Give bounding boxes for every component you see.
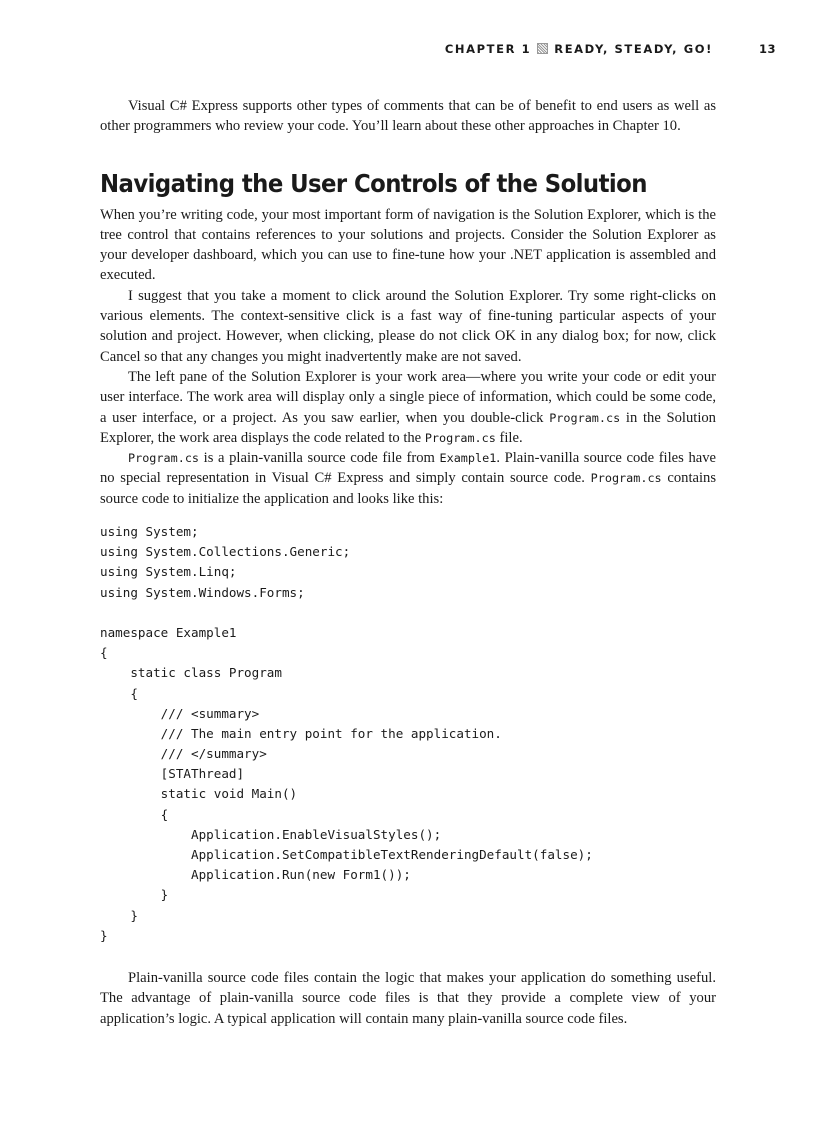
- code-line: {: [100, 685, 138, 701]
- text-fragment: in the Solution Explorer, the work area displays the code related to the: [100, 409, 716, 446]
- closing-paragraph: Plain-vanilla source code files contain the logic that makes your application do something useful. The advantage of plain-vanilla source code files is that they provide a complete view of your application’s logic. A typical application will contain many plain-vanilla source code files.: [100, 969, 716, 1027]
- code-line: using System;: [100, 524, 199, 540]
- code-line: using System.Collections.Generic;: [100, 544, 351, 560]
- code-line: {: [100, 645, 108, 661]
- code-line: [100, 603, 716, 623]
- code-line: Application.SetCompatibleTextRenderingDefault(false);: [100, 847, 593, 863]
- text-fragment: is a plain-vanilla source code file from: [203, 450, 435, 467]
- code-line: using System.Windows.Forms;: [100, 584, 305, 600]
- paragraph-work-area: [100, 367, 716, 448]
- paragraph-right-clicks: I suggest that you take a moment to click around the Solution Explorer. Try some right-clicks on various elements. The context-sensitive click is a fast way of fine-tuning particular aspects of your solution and project. However, when clicking, please do not click OK in any dialog box; for now, click Cancel so that any changes you might inadvertently make are not saved.: [100, 287, 716, 365]
- code-line: Application.Run(new Form1());: [100, 867, 411, 883]
- code-line: Application.EnableVisualStyles();: [100, 826, 442, 842]
- paragraph-plain-vanilla: [100, 448, 716, 509]
- chapter-title: READY, STEADY, GO!: [554, 42, 713, 56]
- running-header: [100, 40, 776, 60]
- text-fragment: file.: [499, 429, 523, 446]
- page-number: 13: [758, 42, 776, 56]
- section-heading: Navigating the User Controls of the Solution: [100, 168, 647, 198]
- code-line: static void Main(): [100, 786, 298, 802]
- code-line: /// <summary>: [100, 705, 260, 721]
- code-line: [STAThread]: [100, 766, 245, 782]
- text-fragment: . Plain-vanilla source code files have no special representation in Visual C# Express and simply contain source code.: [100, 450, 716, 487]
- text-fragment: contains source code to initialize the application and looks like this:: [100, 470, 717, 507]
- page-body: [100, 96, 716, 1029]
- inline-code: Program.cs: [549, 410, 621, 425]
- separator-square-icon: [537, 43, 548, 54]
- running-title: [445, 42, 713, 56]
- text-fragment: The left pane of the Solution Explorer is your work area—where you write your code or edit your user interface. The work area will display only a single piece of information, which could be some code, a user interface, or a project. As you saw earlier, when you double-click: [100, 368, 716, 426]
- paragraph-solution-explorer: When you’re writing code, your most important form of navigation is the Solution Explorer, which is the tree control that contains references to your solutions and projects. Consider the Solution Explorer as your developer dashboard, which you can use to fine-tune how your .NET application is assembled and executed.: [100, 206, 716, 284]
- inline-code: Program.cs: [128, 451, 200, 466]
- code-listing: [100, 522, 716, 946]
- chapter-label: CHAPTER 1: [444, 42, 532, 56]
- code-line: /// </summary>: [100, 746, 267, 762]
- inline-code: Program.cs: [424, 430, 496, 445]
- code-line: /// The main entry point for the application.: [100, 725, 502, 741]
- code-line: }: [100, 887, 169, 903]
- code-line: using System.Linq;: [100, 564, 237, 580]
- code-line: }: [100, 927, 108, 943]
- intro-paragraph: Visual C# Express supports other types of comments that can be of benefit to end users as well as other programmers who review your code. You’ll learn about these other approaches in Chapter 10.: [100, 98, 716, 135]
- code-line: static class Program: [100, 665, 282, 681]
- code-line: namespace Example1: [100, 624, 237, 640]
- code-line: }: [100, 907, 138, 923]
- code-line: {: [100, 806, 169, 822]
- inline-code: Program.cs: [590, 471, 662, 486]
- inline-code: Example1: [439, 451, 497, 466]
